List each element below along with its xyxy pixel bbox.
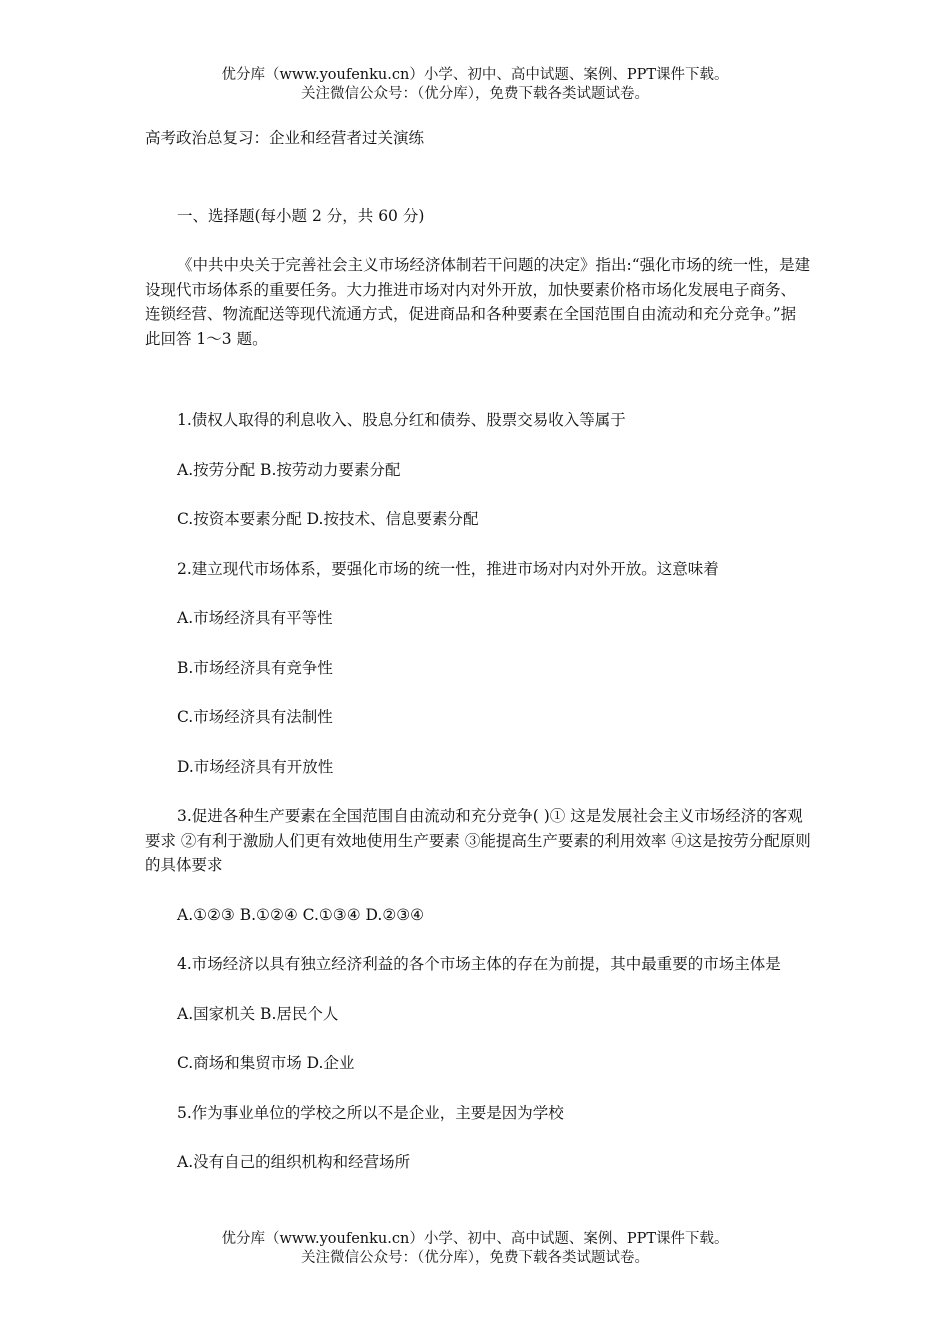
- question-3-stem: 3.促进各种生产要素在全国范围自由流动和充分竞争( )① 这是发展社会主义市场经济的客观要求 ②有利于激励人们更有效地使用生产要素 ③能提高生产要素的利用效率 ④这是按劳分配原则的具体要求: [145, 807, 811, 874]
- question-4-option-line: A.国家机关 B.居民个人: [177, 1004, 339, 1023]
- question-4-stem: 4.市场经济以具有独立经济利益的各个市场主体的存在为前提，其中最重要的市场主体是: [177, 955, 781, 973]
- header-line-2: 关注微信公众号：（优分库），免费下载各类试题试卷。: [301, 86, 649, 102]
- document-title: 高考政治总复习：企业和经营者过关演练: [145, 129, 425, 147]
- header-line-1: 优分库（www.youfenku.cn）小学、初中、高中试题、案例、PPT课件下载。: [221, 67, 729, 83]
- page-footer: [0, 1230, 950, 1268]
- question-5-option-a: A.没有自己的组织机构和经营场所: [177, 1153, 411, 1171]
- page-header: [0, 66, 950, 104]
- question-2-option-b: B.市场经济具有竞争性: [177, 658, 333, 677]
- document-body: [145, 126, 811, 1200]
- question-3-option-line: A.①②③ B.①②④ C.①③④ D.②③④: [177, 905, 425, 924]
- intro-passage: 《中共中央关于完善社会主义市场经济体制若干问题的决定》指出:“强化市场的统一性，是建设现代市场体系的重要任务。大力推进市场对内对外开放，加快要素价格市场化发展电子商务、连锁经营、物流配送等现代流通方式，促进商品和各种要素在全国范围自由流动和充分竞争。”据此回答 1～3 题。: [145, 256, 811, 348]
- section-heading: 一、选择题(每小题 2 分，共 60 分): [177, 206, 425, 225]
- question-4-option-line: C.商场和集贸市场 D.企业: [177, 1054, 355, 1072]
- footer-line-2: 关注微信公众号：（优分库），免费下载各类试题试卷。: [301, 1250, 649, 1266]
- question-5-stem: 5.作为事业单位的学校之所以不是企业，主要是因为学校: [177, 1103, 564, 1122]
- question-2-stem: 2.建立现代市场体系，要强化市场的统一性，推进市场对内对外开放。这意味着: [177, 559, 719, 578]
- question-1-option-line: A.按劳分配 B.按劳动力要素分配: [177, 460, 401, 479]
- footer-line-1: 优分库（www.youfenku.cn）小学、初中、高中试题、案例、PPT课件下载。: [221, 1231, 729, 1247]
- question-1-stem: 1.债权人取得的利息收入、股息分红和债券、股票交易收入等属于: [177, 411, 626, 429]
- question-2-option-c: C.市场经济具有法制性: [177, 708, 333, 726]
- question-1-option-line: C.按资本要素分配 D.按技术、信息要素分配: [177, 510, 479, 528]
- question-2-option-a: A.市场经济具有平等性: [177, 609, 333, 627]
- question-2-option-d: D.市场经济具有开放性: [177, 757, 334, 776]
